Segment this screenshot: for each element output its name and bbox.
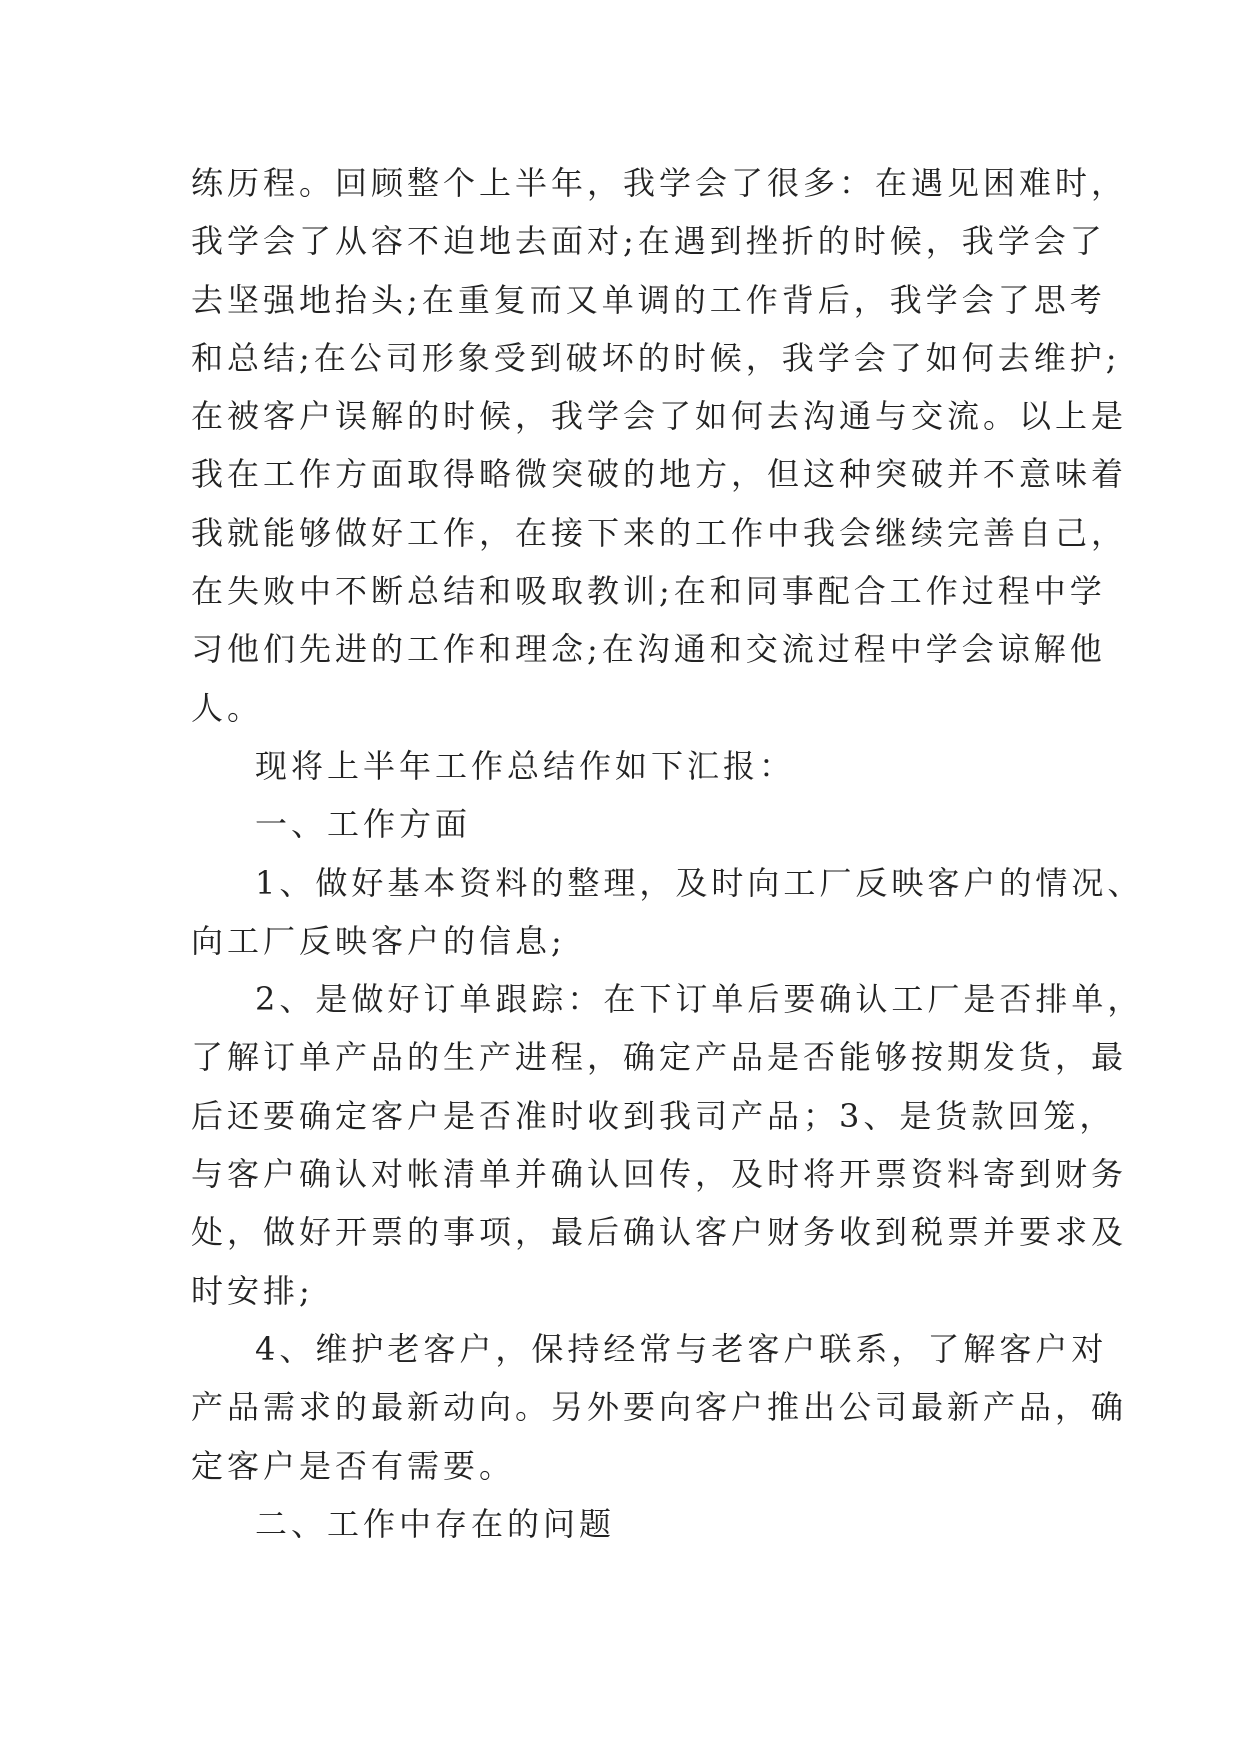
text-line: 时安排; <box>191 1271 314 1310</box>
text-line: 现将上半年工作总结作如下汇报： <box>255 746 796 785</box>
text-line: 2、是做好订单跟踪：在下订单后要确认工厂是否排单， <box>255 980 1144 1019</box>
text-line: 处，做好开票的事项，最后确认客户财务收到税票并要求及 <box>191 1213 1128 1252</box>
text-line: 一、工作方面 <box>255 805 472 844</box>
document-body <box>191 154 1144 1553</box>
text-line: 我在工作方面取得略微突破的地方，但这种突破并不意味着 <box>191 455 1128 494</box>
text-line: 了解订单产品的生产进程，确定产品是否能够按期发货，最 <box>191 1038 1128 1077</box>
text-line: 与客户确认对帐清单并确认回传，及时将开票资料寄到财务 <box>191 1155 1128 1194</box>
text-line: 去坚强地抬头;在重复而又单调的工作背后，我学会了思考 <box>191 280 1106 319</box>
text-line: 我学会了从容不迫地去面对;在遇到挫折的时候，我学会了 <box>191 222 1106 261</box>
text-line: 和总结;在公司形象受到破坏的时候，我学会了如何去维护; <box>191 338 1121 377</box>
text-line: 1、做好基本资料的整理，及时向工厂反映客户的情况、 <box>255 863 1144 902</box>
text-line: 产品需求的最新动向。另外要向客户推出公司最新产品，确 <box>191 1388 1128 1427</box>
text-line: 人。 <box>191 688 264 727</box>
text-line: 在被客户误解的时候，我学会了如何去沟通与交流。以上是 <box>191 397 1128 436</box>
text-line: 后还要确定客户是否准时收到我司产品；3、是货款回笼， <box>191 1096 1116 1135</box>
text-line: 练历程。回顾整个上半年，我学会了很多：在遇见困难时， <box>191 164 1128 202</box>
text-line: 向工厂反映客户的信息; <box>191 921 566 960</box>
text-line: 习他们先进的工作和理念;在沟通和交流过程中学会谅解他 <box>191 630 1106 669</box>
text-line: 定客户是否有需要。 <box>191 1446 516 1485</box>
text-line: 在失败中不断总结和吸取教训;在和同事配合工作过程中学 <box>191 572 1106 611</box>
text-line: 二、工作中存在的问题 <box>255 1504 616 1543</box>
text-line: 我就能够做好工作，在接下来的工作中我会继续完善自己， <box>191 513 1128 552</box>
text-line: 4、维护老客户，保持经常与老客户联系，了解客户对 <box>255 1329 1108 1368</box>
